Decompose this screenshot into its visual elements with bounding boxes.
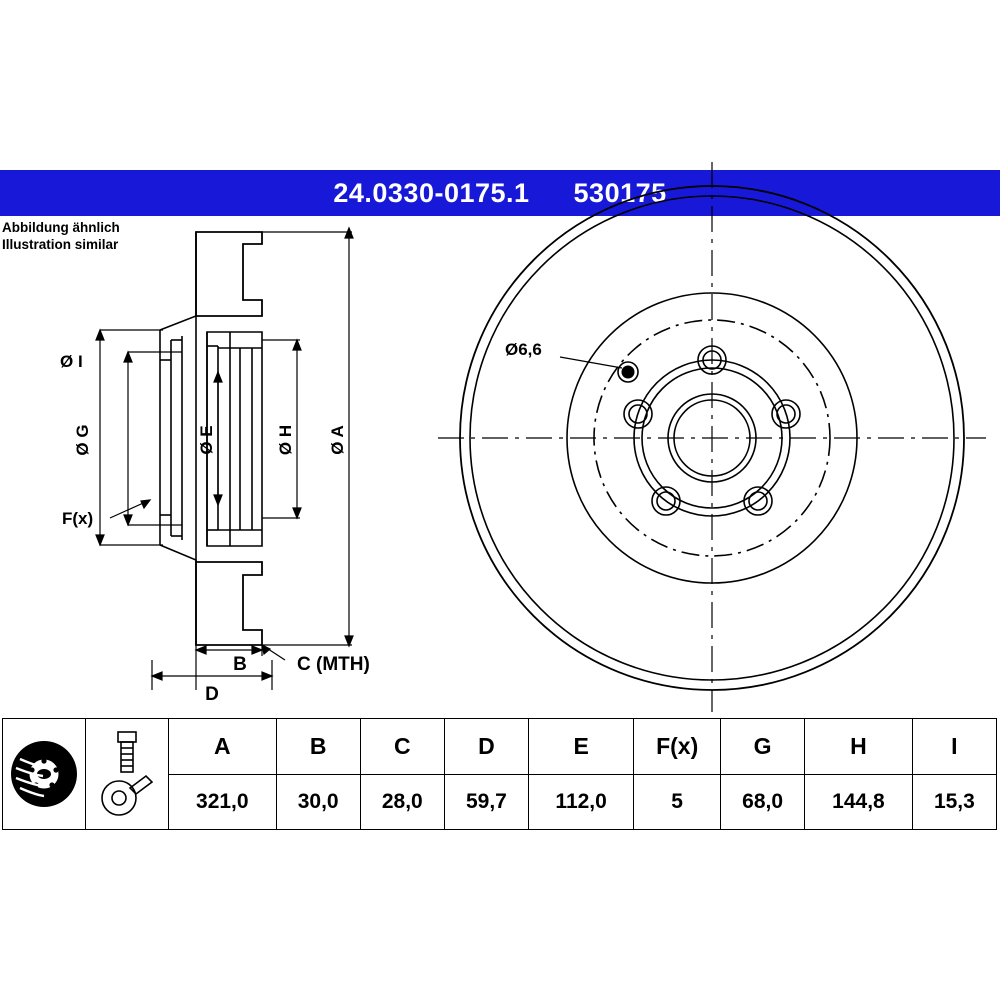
label-d: D [205, 684, 219, 705]
label-diameter-h: Ø H [276, 424, 295, 456]
label-fx: F(x) [62, 509, 94, 528]
table-value-g: 68,0 [721, 774, 805, 830]
label-diameter-a: Ø A [328, 425, 347, 455]
bolt-icon-cell [86, 719, 169, 830]
illustration-note-de: Abbildung ähnlich [2, 220, 120, 235]
table-header-a: A [169, 719, 277, 775]
label-b: B [233, 654, 247, 675]
header-bar [0, 170, 1000, 216]
illustration-note [2, 220, 120, 254]
table-value-c: 28,0 [360, 774, 444, 830]
table-value-i: 15,3 [912, 774, 996, 830]
table-header-i: I [912, 719, 996, 775]
illustration-note-en: Illustration similar [2, 236, 119, 252]
table-header-fx: F(x) [634, 719, 721, 775]
spec-table [2, 718, 997, 830]
table-value-d: 59,7 [444, 774, 528, 830]
table-value-b: 30,0 [276, 774, 360, 830]
table-header-g: G [721, 719, 805, 775]
label-hole-diameter: Ø6,6 [505, 340, 542, 359]
disc-icon [3, 719, 85, 829]
face-view [438, 162, 986, 712]
dimension-lines [96, 228, 353, 690]
drawing-labels [60, 340, 542, 705]
header-inner [333, 178, 666, 209]
disc-icon-cell [3, 719, 86, 830]
reference-number: 530175 [573, 177, 667, 208]
label-diameter-i: Ø I [60, 352, 83, 371]
table-value-h: 144,8 [805, 774, 913, 830]
table-header-h: H [805, 719, 913, 775]
label-diameter-e: Ø E [197, 425, 216, 455]
label-c-mth: C (MTH) [297, 654, 370, 675]
label-diameter-g: Ø G [73, 424, 92, 456]
cross-section-view [160, 232, 262, 645]
table-header-d: D [444, 719, 528, 775]
table-value-e: 112,0 [528, 774, 633, 830]
table-header-e: E [528, 719, 633, 775]
table-row-headers [3, 719, 997, 775]
table-value-a: 321,0 [169, 774, 277, 830]
table-header-c: C [360, 719, 444, 775]
table-value-fx: 5 [634, 774, 721, 830]
bolt-icon [86, 719, 168, 829]
table-header-b: B [276, 719, 360, 775]
part-number: 24.0330-0175.1 [333, 177, 530, 208]
